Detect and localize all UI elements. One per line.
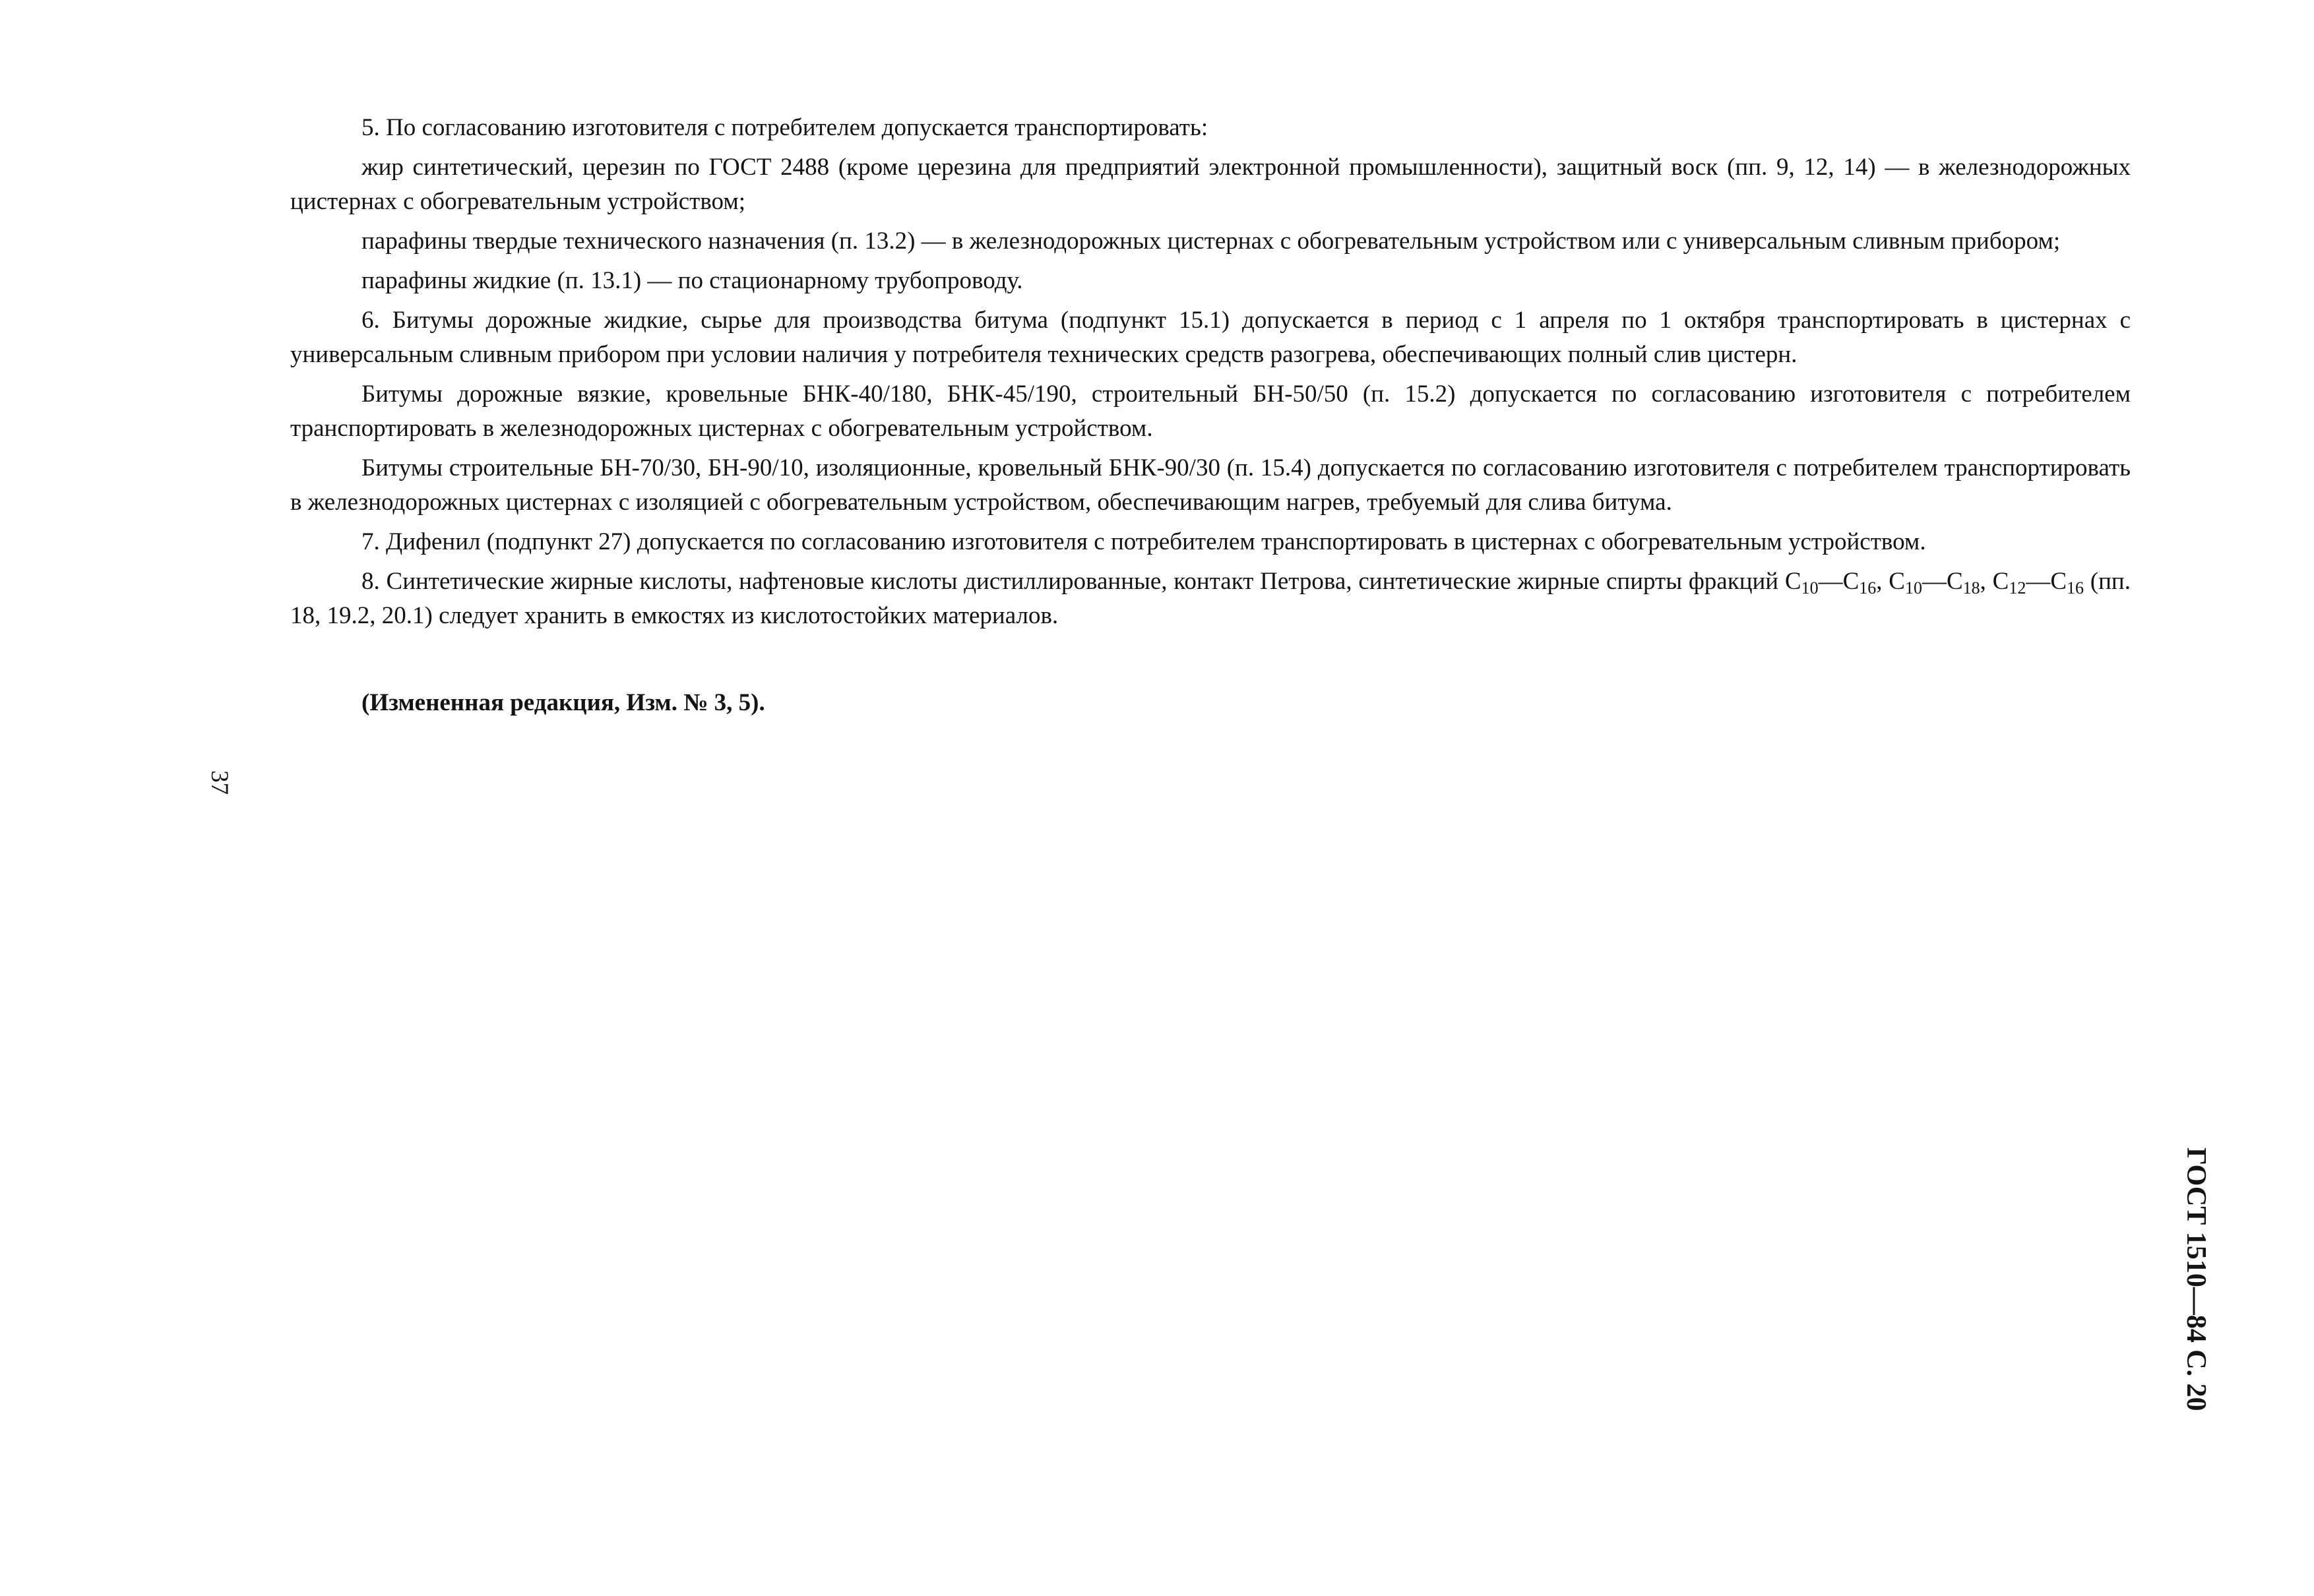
running-header: ГОСТ 1510—84 С. 20 [2181,1148,2211,1411]
paragraph-8-text: (пп. 18, 19.2, 20.1) следует хранить в емкостях из кислотостойких материалов. [290,568,2131,629]
paragraph-5-item-synthetic-fat: жир синтетический, церезин по ГОСТ 2488 (кроме церезина для предприятий электронной промышленности), защитный воск (пп. 9, 12, 14) — в железнодорожных цистернах с обогревательным устройством; [290,154,2131,215]
document-body [290,111,2131,633]
paragraph-8-text: —С [1818,568,1860,595]
paragraph-6: 6. Битумы дорожные жидкие, сырье для производства битума (подпункт 15.1) допускается в период с 1 апреля по 1 октября транспортировать в цистернах с универсальным сливным прибором при условии наличия у потребителя технических средств разогрева, обеспечивающих полный слив цистерн. [290,307,2131,368]
paragraph-7: 7. Дифенил (подпункт 27) допускается по согласованию изготовителя с потребителем транспортировать в цистернах с обогревательным устройством. [361,528,1926,555]
paragraph-6-construction-bitumens: Битумы строительные БН-70/30, БН-90/10, изоляционные, кровельный БНК-90/30 (п. 15.4) допускается по согласованию изготовителя с потребителем транспортировать в железнодорожных цистернах с изоляцией с обогревательным устройством, обеспечивающим нагрев, требуемый для слива битума. [290,454,2131,516]
paragraph-8-text: , С [1980,568,2009,595]
subscript: 18 [1962,578,1980,598]
revision-note: (Измененная редакция, Изм. № 3, 5). [361,689,765,716]
paragraph-8-text: —С [1922,568,1963,595]
paragraph-5: 5. По согласованию изготовителя с потребителем допускается транспортировать: [361,114,1208,141]
subscript: 16 [1859,578,1877,598]
subscript: 16 [2067,578,2084,598]
paragraph-8-text: —С [2026,568,2067,595]
side-page-number: 37 [206,770,233,795]
subscript: 10 [1801,578,1819,598]
paragraph-8-text: 8. Синтетические жирные кислоты, нафтеновые кислоты дистиллированные, контакт Петрова, синтетические жирные спирты фракций С [361,568,1801,595]
paragraph-6-viscous-bitumens: Битумы дорожные вязкие, кровельные БНК-40/180, БНК-45/190, строительный БН-50/50 (п. 15.2) допускается по согласованию изготовителя с потребителем транспортировать в железнодорожных цистернах с обогревательным устройством. [290,381,2131,442]
subscript: 12 [2009,578,2026,598]
subscript: 10 [1904,578,1922,598]
paragraph-5-item-solid-paraffins: парафины твердые технического назначения (п. 13.2) — в железнодорожных цистернах с обогревательным устройством или с универсальным сливным прибором; [361,228,2061,255]
paragraph-8-text: , С [1876,568,1905,595]
paragraph-5-item-liquid-paraffins: парафины жидкие (п. 13.1) — по стационарному трубопроводу. [361,267,1023,294]
paragraph-8 [290,565,2131,633]
